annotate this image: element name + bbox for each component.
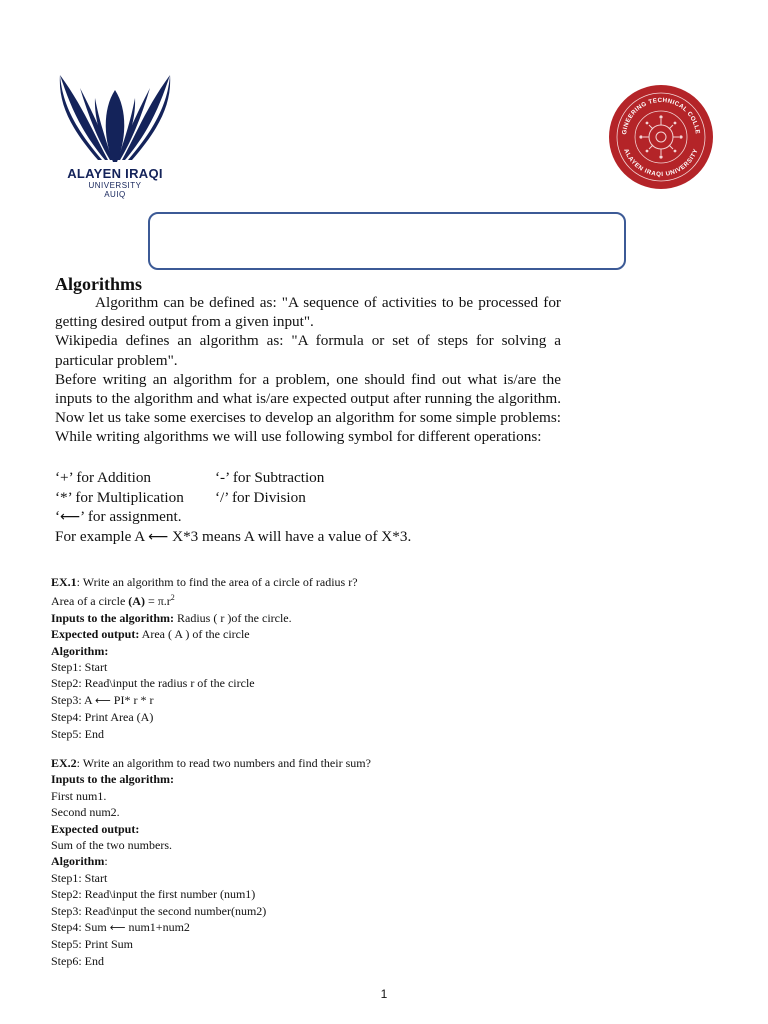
ex2-label: EX.2 [51, 756, 77, 770]
operator-list [55, 468, 325, 527]
ex1-area-prefix: Area of a circle [51, 594, 129, 609]
ex1-question: : Write an algorithm to find the area of a circle of radius r? [76, 575, 358, 589]
ex2-algorithm-colon: : [104, 854, 108, 869]
writing-paragraph: Before writing an algorithm for a problem, one should find out what is/are the inputs to the algorithm and what is/are expected output after running the algorithm. Now let us take some exercises to develop an algorithm for some simple problems: While writing algorithms we will use following symbol for different operations: [55, 370, 561, 446]
left-arrow-icon: ⟵ [148, 529, 169, 545]
ex2-step3: Step3: Read\input the second number(num2) [51, 903, 267, 918]
section-heading: Algorithms [55, 274, 142, 294]
ex1-step3 [51, 692, 451, 709]
wikipedia-paragraph: Wikipedia defines an algorithm as: "A formula or set of steps for solving a particular problem". [55, 332, 561, 369]
left-arrow-icon: ⟵ [109, 921, 126, 935]
ex2-step6: Step6: End [51, 953, 104, 968]
op-addition: ‘+’ for Addition [55, 469, 152, 486]
seal-top-text: GINEERING TECHNICAL COLLE [621, 96, 701, 136]
left-arrow-icon: ⟵ [60, 509, 81, 525]
example-prefix: For example A [55, 528, 145, 545]
assignment-example [55, 528, 411, 546]
ex1-inputs-label: Inputs to the algorithm: [51, 610, 175, 625]
ex2-step4-b: num1+num2 [128, 920, 190, 935]
ex2-step5: Step5: Print Sum [51, 937, 134, 952]
ex1-area-symbol: (A) [128, 594, 145, 609]
seal-bottom-text: ALAYEN IRAQI UNIVERSITY [622, 147, 700, 179]
ex1-step3-b: PI* r * r [113, 692, 154, 707]
intro-text [55, 293, 561, 447]
ex1-step5: Step5: End [51, 726, 104, 741]
tulip-logo-icon [50, 70, 180, 165]
ex2-step4 [51, 919, 451, 936]
ex1-area-formula: = π.r [144, 594, 171, 609]
ex2-algorithm-label: Algorithm [51, 854, 105, 869]
exercise-1 [51, 574, 451, 742]
title-box [148, 212, 626, 270]
assign-suffix: ’ for assignment. [80, 508, 182, 525]
ex1-step3-a: Step3: A [51, 692, 93, 707]
left-arrow-icon: ⟵ [95, 693, 111, 707]
college-seal [608, 84, 714, 190]
page-number: 1 [380, 987, 388, 1001]
ex1-area-exponent: 2 [170, 593, 175, 603]
ex2-output-label: Expected output: [51, 821, 140, 836]
ex1-algorithm-label: Algorithm: [51, 643, 109, 658]
op-assignment [55, 507, 184, 527]
university-subtitle: UNIVERSITY [88, 181, 142, 190]
op-subtraction: ‘-’ for Subtraction [215, 469, 325, 486]
ex1-label: EX.1 [51, 575, 77, 589]
ex1-output-value: Area ( A ) of the circle [139, 627, 250, 642]
university-logo [50, 70, 180, 205]
ex1-step4: Step4: Print Area (A) [51, 710, 154, 725]
definition-paragraph: Algorithm can be defined as: "A sequence of activities to be processed for getting desired output from a given input". [55, 294, 561, 331]
seal-icon [608, 84, 714, 190]
ex1-step2: Step2: Read\input the radius r of the circle [51, 676, 255, 691]
ex1-step1: Step1: Start [51, 660, 108, 675]
assign-prefix: ‘ [55, 508, 61, 525]
ex2-inputs-label: Inputs to the algorithm: [51, 772, 175, 787]
university-abbrev: AUIQ [104, 190, 126, 199]
ex2-step2: Step2: Read\input the first number (num1) [51, 887, 256, 902]
ex1-inputs-value: Radius ( r )of the circle. [174, 610, 292, 625]
example-suffix: X*3 means A will have a value of X*3. [172, 528, 412, 545]
ex2-question: : Write an algorithm to read two numbers and find their sum? [76, 756, 371, 770]
ex2-input1: First num1. [51, 788, 107, 803]
ex2-step4-a: Step4: Sum [51, 920, 107, 935]
ex1-output-label: Expected output: [51, 627, 140, 642]
ex2-input2: Second num2. [51, 805, 120, 820]
ex2-step1: Step1: Start [51, 870, 108, 885]
op-division: ‘/’ for Division [215, 488, 306, 506]
exercise-2 [51, 755, 451, 969]
university-name: ALAYEN IRAQI [67, 166, 163, 181]
op-multiplication: ‘*’ for Multiplication [55, 488, 184, 506]
ex2-output-value: Sum of the two numbers. [51, 838, 172, 853]
